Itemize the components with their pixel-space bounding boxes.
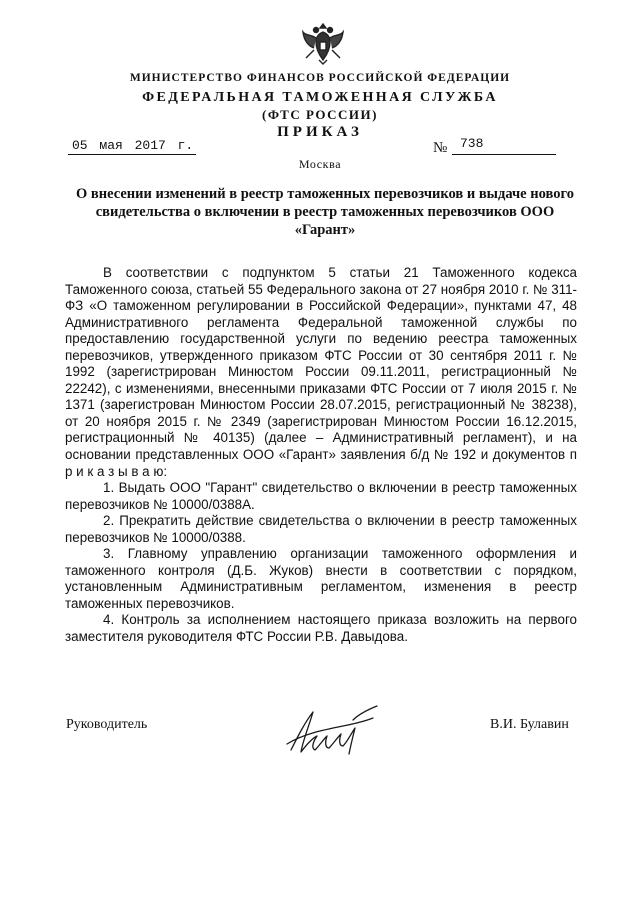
order-date: 05 мая 2017 г. [72, 138, 194, 153]
item-1-paragraph: 1. Выдать ООО "Гарант" свидетельство о включении в реестр таможенных перевозчиков № 10000/0388А. [65, 480, 577, 512]
item-3-paragraph: 3. Главному управлению организации таможенного оформления и таможенного контроля (Д.Б. Жуков) внести в соответствии с порядком, установленным Административным регламентом, изменения в реестр таможенных перевозчиков. [65, 546, 577, 611]
coat-of-arms-icon [300, 20, 346, 66]
order-body [65, 265, 577, 646]
item-2-paragraph: 2. Прекратить действие свидетельства о включении в реестр таможенных перевозчиков № 10000/0388. [65, 513, 577, 545]
signatory-name: В.И. Булавин [490, 717, 569, 732]
signatory-role: Руководитель [66, 717, 148, 732]
handwritten-signature-icon [283, 700, 383, 758]
city: Москва [298, 157, 342, 171]
service-abbreviation: (ФТС РОССИИ) [262, 107, 378, 122]
document-type: ПРИКАЗ [277, 124, 363, 140]
order-title: О внесении изменений в реестр таможенных перевозчиков и выдаче нового свидетельства о включении в реестр таможенных перевозчиков ООО «Гарант» [76, 186, 574, 238]
service-name: ФЕДЕРАЛЬНАЯ ТАМОЖЕННАЯ СЛУЖБА [142, 90, 498, 105]
order-number: 738 [460, 136, 484, 151]
item-4-paragraph: 4. Контроль за исполнением настоящего приказа возложить на первого заместителя руководителя ФТС России Р.В. Давыдова. [65, 612, 577, 645]
preamble-paragraph: В соответствии с подпунктом 5 статьи 21 Таможенного кодекса Таможенного союза, статьей 55 Федерального закона от 27 ноября 2010 г. № 311-ФЗ «О таможенном регулировании в Российской Федерации», пунктами 47, 48 Административного регламента Федеральной таможенной службы по предоставлению государственной услуги по ведению реестра таможенных перевозчиков, утвержденного приказом ФТС России от 30 сентября 2011 г. № 1992 (зарегистрирован Минюстом России 09.11.2011, регистрационный № 22242), с изменениями, внесенными приказами ФТС России от 7 июля 2015 г. № 1371 (зарегистрован Минюстом России 28.07.2015, регистрационный № 38238), от 20 ноября 2015 г. № 2349 (зарегистрирован Минюстом России 16.12.2015, регистрационный № 40135) (далее – Административный регламент), и на основании представленных ООО «Гарант» заявления б/д № 192 и документов п р и к а з ы в а ю: [65, 265, 577, 479]
ministry-name: МИНИСТЕРСТВО ФИНАНСОВ РОССИЙСКОЙ ФЕДЕРАЦИИ [129, 72, 511, 84]
number-sign: № [433, 140, 448, 156]
